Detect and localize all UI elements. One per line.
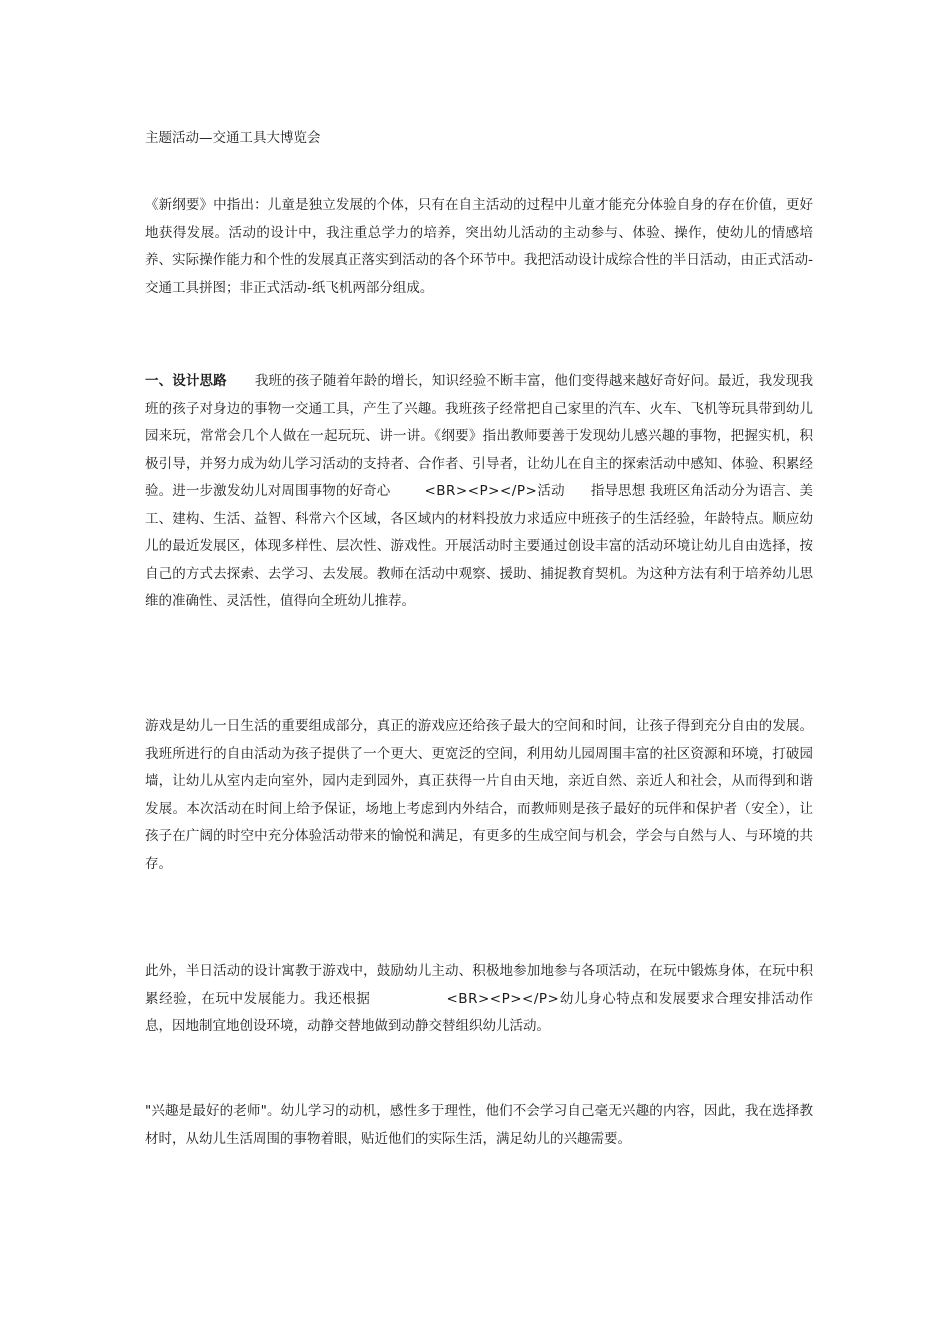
guiding-thought-text: 我班区角活动分为语言、美工、建构、生活、益智、科常六个区域，各区域内的材料投放力求适应中班孩子的生活经验，年龄特点。顺应幼儿的最近发展区，体现多样性、层次性、游戏性。开展活动时主要通过创设丰富的活动环境让幼儿自由选择，按自己的方式去探索、去学习、去发展。教师在活动中观察、援助、捕捉教育契机。为这种方法有利于培养幼儿思维的准确性、灵活性，值得向全班幼儿推荐。 xyxy=(145,483,814,609)
html-tag-text: <BR><P></P> xyxy=(424,483,538,499)
guiding-thought-label: 指导思想 xyxy=(590,483,646,499)
half-day-text-a: 此外，半日活动的设计寓教于游戏中，鼓励幼儿主动、积极地参加地参与各项活动，在玩中锻炼身体，在玩中积累经验，在玩中发展能力。我还根据 xyxy=(145,963,813,1007)
paragraph-interest: "兴趣是最好的老师"。幼儿学习的动机，感性多于理性，他们不会学习自己毫无兴趣的内容，因此，我在选择教材时，从幼儿生活周围的事物着眼，贴近他们的实际生活，满足幼儿的兴趣需要。 xyxy=(145,1103,813,1147)
design-ideas-text: 我班的孩子随着年龄的增长，知识经验不断丰富，他们变得越来越好奇好问。最近，我发现我班的孩子对身边的事物一交通工具，产生了兴趣。我班孩子经常把自己家里的汽车、火车、飞机等玩具带到幼儿园来玩，常常会几个人做在一起玩玩、讲一讲。《纲要》指出教师要善于发现幼儿感兴趣的事物，把握实机，积极引导，并努力成为幼儿学习活动的支持者、合作者、引导者，让幼儿在自主的探索活动中感知、体验、积累经验。进一步激发幼儿对周围事物的好奇心 xyxy=(145,373,813,499)
paragraph-half-day xyxy=(145,958,813,1041)
paragraph-design-ideas xyxy=(145,368,813,616)
section-heading-design-ideas: 一、设计思路 xyxy=(145,373,227,389)
html-tag-text-2: <BR><P></P> xyxy=(446,990,560,1007)
activity-word: 活动 xyxy=(537,483,565,499)
document-title: 主题活动—交通工具大博览会 xyxy=(145,130,321,146)
paragraph-intro: 《新纲要》中指出：儿童是独立发展的个体，只有在自主活动的过程中儿童才能充分体验自身的存在价值，更好地获得发展。活动的设计中，我注重总学力的培养，突出幼儿活动的主动参与、体验、操作，使幼儿的情感培养、实际操作能力和个性的发展真正落实到活动的各个环节中。我把活动设计成综合性的半日活动，由正式活动-交通工具拼图；非正式活动-纸飞机两部分组成。 xyxy=(145,197,813,296)
paragraph-games: 游戏是幼儿一日生活的重要组成部分，真正的游戏应还给孩子最大的空间和时间，让孩子得到充分自由的发展。我班所进行的自由活动为孩子提供了一个更大、更宽泛的空间，利用幼儿园周围丰富的社区资源和环境，打破园墙，让幼儿从室内走向室外，园内走到园外，真正获得一片自由天地，亲近自然、亲近人和社会，从而得到和谐发展。本次活动在时间上给予保证，场地上考虑到内外结合，而教师则是孩子最好的玩伴和保护者（安全），让孩子在广阔的时空中充分体验活动带来的愉悦和满足，有更多的生成空间与机会，学会与自然与人、与环境的共存。 xyxy=(145,718,813,872)
half-day-text-b: 幼儿身心特点和发展要求合理安排活动作息，因地制宜地创设环境，动静交替地做到动静交替组织幼儿活动。 xyxy=(145,990,814,1034)
